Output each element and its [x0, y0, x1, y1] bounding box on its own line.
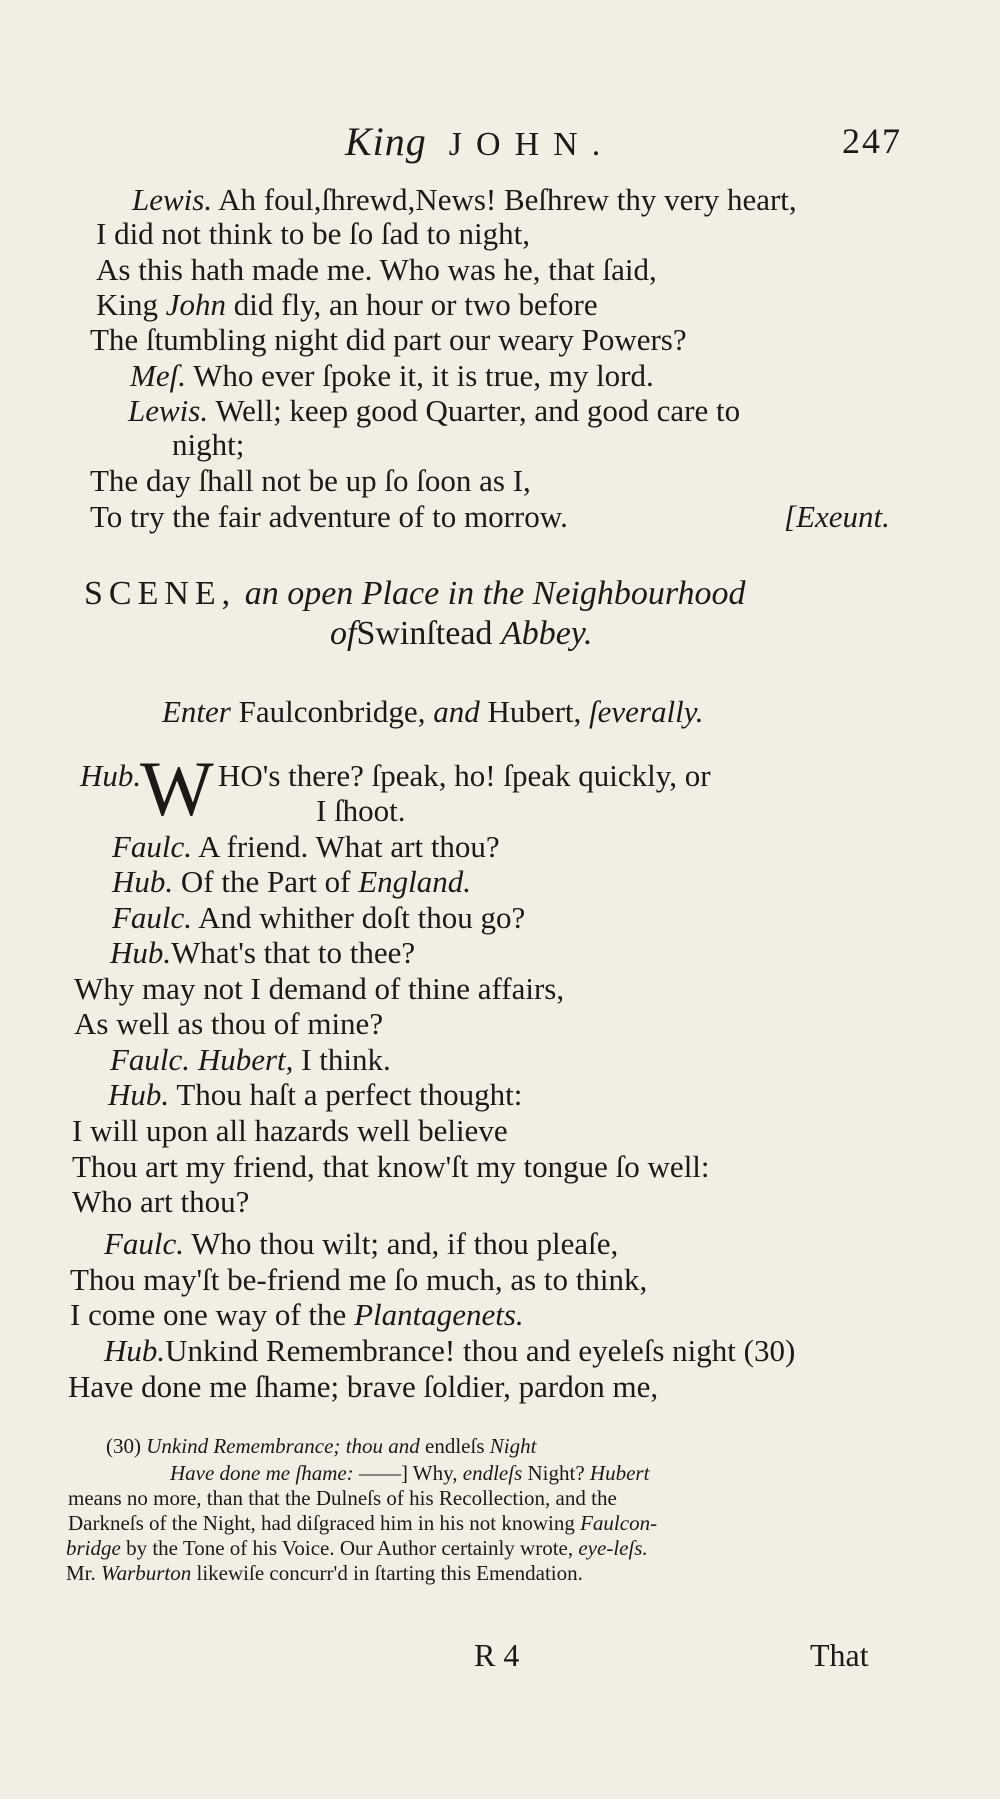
- catchword: That: [810, 1637, 869, 1673]
- verse-line: [130, 358, 654, 394]
- verse-line: I did not think to be ſo ſad to night,: [96, 216, 530, 251]
- footnote-line: means no more, than that the Dulneſs of his Recollection, and the: [68, 1486, 617, 1510]
- verse-line: To try the fair adventure of to morrow.: [90, 499, 568, 534]
- footnote-line: Mr. Warburton likewiſe concurr'd in ſtarting this Emendation.: [66, 1561, 583, 1585]
- verse-text: I think.: [293, 1042, 391, 1077]
- character-name: Hubert,: [487, 694, 582, 729]
- name-plantagenets: Plantagenets.: [354, 1297, 524, 1332]
- name-hubert: Hubert,: [197, 1042, 294, 1077]
- verse-line: I ſhoot.: [316, 793, 406, 828]
- verse-line: [132, 182, 797, 218]
- page-number: 247: [842, 121, 902, 161]
- speaker: Faulc.: [112, 829, 193, 864]
- speaker: Hub.: [108, 1077, 170, 1112]
- scene-label: SCENE,: [84, 575, 237, 612]
- speaker: Faulc.: [112, 900, 193, 935]
- verse-text: Well; keep good Quarter, and good care to: [215, 393, 741, 428]
- stage-direction: [Exeunt.: [784, 499, 890, 534]
- title-italic: King: [345, 119, 427, 164]
- speaker: Faulc.: [110, 1042, 191, 1077]
- verse-line: As well as thou of mine?: [74, 1006, 384, 1041]
- verse-text: And whither doſt thou go?: [198, 900, 526, 935]
- verse-line: [110, 1042, 391, 1078]
- verse-line: [112, 864, 471, 900]
- verse-text: Unkind Remembrance! thou and eyeleſs night (30): [165, 1333, 796, 1368]
- verse-line: [112, 829, 500, 865]
- name-john: John: [165, 287, 227, 322]
- footnote-line: (30) Unkind Remembrance; thou and endleſs Night: [106, 1434, 537, 1458]
- scene-of: of: [330, 615, 357, 652]
- footnote-line: Have done me ſhame: ——] Why, endleſs Night? Hubert: [170, 1461, 650, 1485]
- verse-line: [104, 1333, 795, 1369]
- verse-text: King: [96, 287, 166, 322]
- verse-line: The day ſhall not be up ſo ſoon as I,: [90, 463, 531, 498]
- speaker: Meſ.: [130, 358, 186, 393]
- verse-line: [112, 900, 525, 936]
- verse-line: Thou may'ſt be-friend me ſo much, as to think,: [70, 1262, 648, 1297]
- verse-line: [108, 1077, 522, 1113]
- scene-abbey: Abbey.: [500, 615, 593, 652]
- scene-place: Swinſtead: [356, 615, 493, 652]
- character-name: Faulconbridge,: [238, 694, 426, 729]
- enter-word: Enter: [162, 694, 231, 729]
- verse-text: did fly, an hour or two before: [226, 287, 598, 322]
- verse-line: [110, 935, 415, 971]
- verse-line: As this hath made me. Who was he, that ſaid,: [96, 252, 657, 287]
- signature-mark: R 4: [474, 1637, 520, 1673]
- footnote-number: (30): [106, 1434, 141, 1458]
- entrance-direction: [162, 694, 704, 730]
- verse-line: Have done me ſhame; brave ſoldier, pardon me,: [68, 1369, 659, 1404]
- verse-text: What's that to thee?: [171, 935, 416, 970]
- speaker: Faulc.: [104, 1226, 185, 1261]
- running-title: [345, 118, 614, 165]
- verse-line: Why may not I demand of thine affairs,: [74, 971, 565, 1006]
- name-england: England.: [358, 864, 472, 899]
- verse-line: Who art thou?: [72, 1184, 250, 1219]
- verse-text: Thou haſt a perfect thought:: [176, 1077, 523, 1112]
- speaker: Hub.: [112, 864, 174, 899]
- running-header: [0, 118, 1000, 168]
- verse-text: Ah foul,ſhrewd,News! Beſhrew thy very heart,: [218, 182, 797, 217]
- verse-text: Who ever ſpoke it, it is true, my lord.: [193, 358, 654, 393]
- and-word: and: [433, 694, 480, 729]
- title-sc: JOHN.: [448, 126, 615, 163]
- verse-line: [104, 1226, 618, 1262]
- verse-text: Of the Part of: [180, 864, 359, 899]
- scene-description: an open Place in the Neighbourhood: [244, 575, 746, 612]
- speaker: Lewis.: [128, 393, 209, 428]
- verse-text: A friend. What art thou?: [198, 829, 500, 864]
- verse-line: [128, 393, 740, 429]
- verse-line: HO's there? ſpeak, ho! ſpeak quickly, or: [218, 758, 711, 793]
- scene-heading-line2: [330, 614, 593, 654]
- scene-heading: [84, 574, 746, 614]
- footnote-line: bridge by the Tone of his Voice. Our Author certainly wrote, eye-leſs.: [66, 1536, 648, 1560]
- speaker: Lewis.: [132, 182, 213, 217]
- drop-capital: W: [140, 745, 214, 832]
- verse-line: I will upon all hazards well believe: [72, 1113, 508, 1148]
- verse-line: The ſtumbling night did part our weary Powers?: [90, 322, 687, 357]
- speaker: Hub.: [104, 1333, 166, 1368]
- verse-line: [96, 287, 598, 323]
- footnote-line: Darkneſs of the Night, had diſgraced him in his not knowing Faulcon-: [68, 1511, 658, 1535]
- verse-line: night;: [172, 427, 245, 462]
- verse-line: [70, 1297, 524, 1333]
- verse-text: I come one way of the: [70, 1297, 355, 1332]
- verse-text: Who thou wilt; and, if thou pleaſe,: [191, 1226, 619, 1261]
- speaker: Hub.: [110, 935, 172, 970]
- verse-line: Thou art my friend, that know'ſt my tongue ſo well:: [72, 1149, 710, 1184]
- speaker: Hub.: [80, 758, 142, 793]
- severally-word: ſeverally.: [589, 694, 704, 729]
